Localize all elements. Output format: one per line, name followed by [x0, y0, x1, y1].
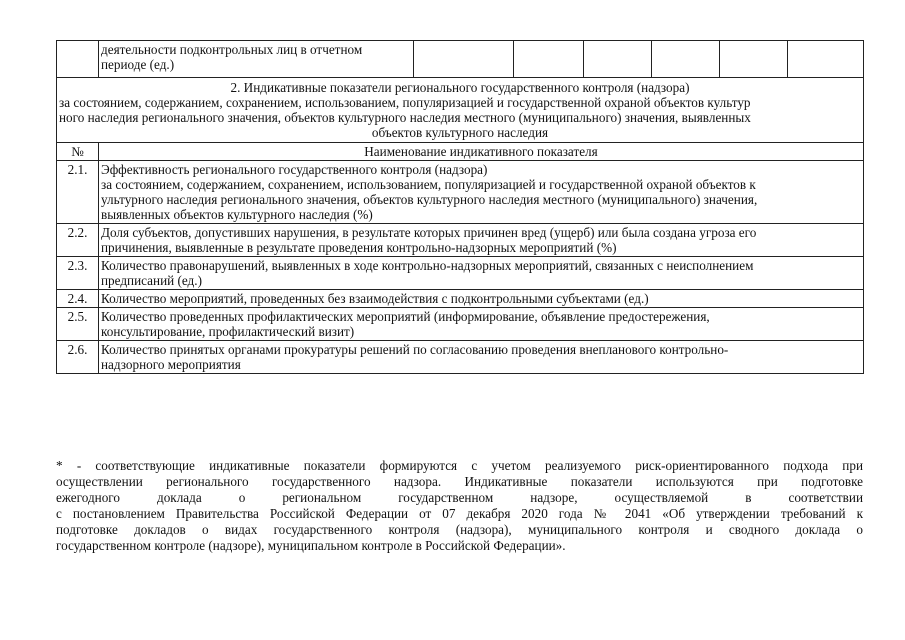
row-number: 2.1. [57, 161, 99, 224]
row-text-line: деятельности подконтрольных лиц в отчетном [101, 42, 363, 57]
row-text-line: за состоянием, содержанием, сохранением, использованием, популяризацией и государственной охраной объектов к [101, 177, 756, 192]
row-number: 2.6. [57, 341, 99, 374]
indicator-name [99, 224, 864, 257]
table-cell [57, 41, 99, 78]
row-number: 2.3. [57, 257, 99, 290]
table-row [57, 161, 864, 224]
row-number: 2.4. [57, 290, 99, 308]
table-cell [414, 41, 514, 78]
row-text-line: Количество мероприятий, проведенных без взаимодействия с подконтрольными субъектами (ед.) [101, 291, 649, 306]
column-header-name: Наименование индикативного показателя [99, 143, 864, 161]
table-row [57, 41, 864, 78]
table-row [57, 308, 864, 341]
table-cell [788, 41, 864, 78]
footnote-line: ежегодного доклада о региональном государственном надзоре, осуществляемой в соответствии [56, 490, 863, 505]
table-cell [720, 41, 788, 78]
footnote-line: * - соответствующие индикативные показатели формируются с учетом реализуемого риск-ориентированного подхода при [56, 458, 863, 473]
table-row [57, 341, 864, 374]
row-text-line: надзорного мероприятия [101, 357, 241, 372]
section-title [57, 78, 864, 143]
footnote [56, 458, 863, 554]
section-title-line: объектов культурного наследия [371, 125, 549, 140]
column-header-num: № [57, 143, 99, 161]
table-row [57, 290, 864, 308]
row-text-line: выявленных объектов культурного наследия (%) [101, 207, 373, 222]
indicator-name [99, 290, 864, 308]
footnote-line: с постановлением Правительства Российской Федерации от 07 декабря 2020 года № 2041 «Об утверждении требований к [56, 506, 863, 521]
row-number: 2.2. [57, 224, 99, 257]
indicator-name [99, 341, 864, 374]
row-text-line: ультурного наследия регионального значения, объектов культурного наследия местного (муниципального) значения, [101, 192, 758, 207]
indicator-name [99, 257, 864, 290]
indicator-name [99, 308, 864, 341]
row-text-line: Доля субъектов, допустивших нарушения, в результате которых причинен вред (ущерб) или была создана угроза его [101, 225, 757, 240]
footnote-line: подготовке докладов о видах государственного контроля (надзора), муниципального контроля и сводного доклада о [56, 522, 863, 537]
row-text-line: Количество правонарушений, выявленных в ходе контрольно-надзорных мероприятий, связанных с неисполнением [101, 258, 754, 273]
column-header-row [57, 143, 864, 161]
table-cell [584, 41, 652, 78]
footnote-line: осуществлении регионального государственного надзора. Индикативные показатели используются при подготовке [56, 474, 863, 489]
table-row [57, 257, 864, 290]
row-text-line: Количество проведенных профилактических мероприятий (информирование, объявление предостережения, [101, 309, 710, 324]
document-page [56, 40, 863, 374]
row-text-line: консультирование, профилактический визит) [101, 324, 355, 339]
indicator-name [99, 161, 864, 224]
row-text-line: Эффективность регионального государственного контроля (надзора) [101, 162, 488, 177]
footnote-line: государственном контроле (надзоре), муниципальном контроле в Российской Федерации». [56, 538, 566, 553]
table-cell [652, 41, 720, 78]
table-cell [514, 41, 584, 78]
indicators-table [56, 40, 864, 374]
table-row [57, 224, 864, 257]
section-header-row [57, 78, 864, 143]
section-title-line: за состоянием, содержанием, сохранением, использованием, популяризацией и государственной охраной объектов культур [59, 95, 751, 110]
row-text-line: предписаний (ед.) [101, 273, 202, 288]
row-number: 2.5. [57, 308, 99, 341]
row-text-line: Количество принятых органами прокуратуры решений по согласованию проведения внепланового контрольно- [101, 342, 729, 357]
table-cell [99, 41, 414, 78]
section-title-line: ного наследия регионального значения, объектов культурного наследия местного (муниципального) значения, выявленных [59, 110, 751, 125]
row-text-line: причинения, выявленные в результате проведения контрольно-надзорных мероприятий (%) [101, 240, 617, 255]
section-title-line: 2. Индикативные показатели регионального государственного контроля (надзора) [230, 80, 690, 95]
row-text-line: периоде (ед.) [101, 57, 175, 72]
